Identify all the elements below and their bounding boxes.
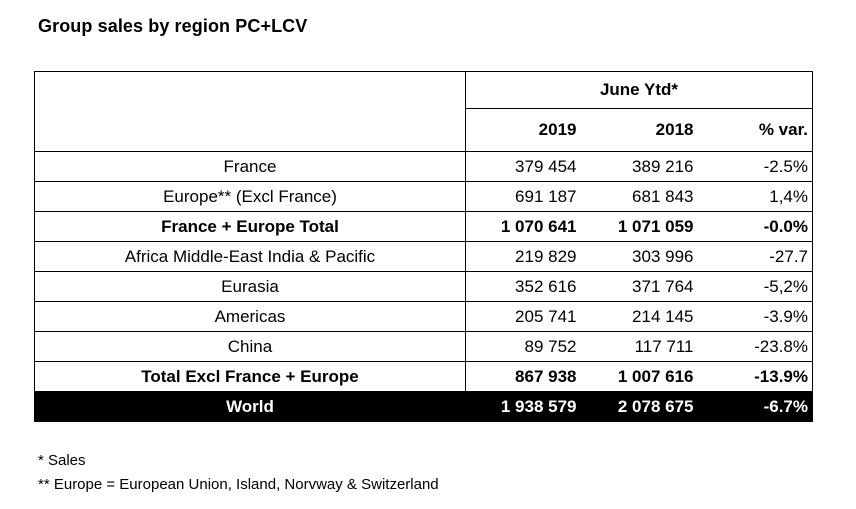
column-header-var: % var.	[698, 109, 813, 152]
table-row-world	[35, 392, 813, 422]
value-2018-cell: 681 843	[581, 182, 698, 212]
region-cell: Europe** (Excl France)	[35, 182, 466, 212]
region-cell: Africa Middle-East India & Pacific	[35, 242, 466, 272]
column-header-2019: 2019	[466, 109, 581, 152]
footnote-sales: * Sales	[38, 452, 86, 469]
value-2018-cell: 117 711	[581, 332, 698, 362]
variance-cell: -0.0%	[698, 212, 813, 242]
header-row-period	[35, 72, 813, 109]
table-row	[35, 362, 813, 392]
table-row	[35, 212, 813, 242]
value-2018-cell: 1 071 059	[581, 212, 698, 242]
value-2019-cell: 219 829	[466, 242, 581, 272]
table-row	[35, 332, 813, 362]
table-row	[35, 302, 813, 332]
footnotes	[38, 449, 439, 497]
value-2019-cell: 205 741	[466, 302, 581, 332]
column-header-2018: 2018	[581, 109, 698, 152]
variance-cell: -3.9%	[698, 302, 813, 332]
value-2018-cell: 214 145	[581, 302, 698, 332]
table-row	[35, 152, 813, 182]
value-2019-cell: 867 938	[466, 362, 581, 392]
region-cell: France	[35, 152, 466, 182]
variance-cell: -13.9%	[698, 362, 813, 392]
table-row	[35, 182, 813, 212]
value-2018-cell: 303 996	[581, 242, 698, 272]
variance-cell: 1,4%	[698, 182, 813, 212]
value-2018-cell: 2 078 675	[581, 392, 698, 422]
value-2018-cell: 1 007 616	[581, 362, 698, 392]
region-cell: Total Excl France + Europe	[35, 362, 466, 392]
value-2019-cell: 691 187	[466, 182, 581, 212]
value-2019-cell: 89 752	[466, 332, 581, 362]
region-cell: France + Europe Total	[35, 212, 466, 242]
value-2018-cell: 389 216	[581, 152, 698, 182]
value-2019-cell: 1 070 641	[466, 212, 581, 242]
value-2019-cell: 1 938 579	[466, 392, 581, 422]
value-2018-cell: 371 764	[581, 272, 698, 302]
variance-cell: -6.7%	[698, 392, 813, 422]
variance-cell: -27.7	[698, 242, 813, 272]
variance-cell: -5,2%	[698, 272, 813, 302]
variance-cell: -2.5%	[698, 152, 813, 182]
header-blank-cell	[35, 72, 466, 152]
footnote-europe: ** Europe = European Union, Island, Norvway & Switzerland	[38, 476, 439, 493]
region-cell: China	[35, 332, 466, 362]
variance-cell: -23.8%	[698, 332, 813, 362]
table-row	[35, 272, 813, 302]
page-title: Group sales by region PC+LCV	[38, 16, 308, 36]
value-2019-cell: 379 454	[466, 152, 581, 182]
value-2019-cell: 352 616	[466, 272, 581, 302]
region-cell: World	[35, 392, 466, 422]
sales-table	[34, 71, 813, 422]
table-row	[35, 242, 813, 272]
region-cell: Americas	[35, 302, 466, 332]
region-cell: Eurasia	[35, 272, 466, 302]
period-header: June Ytd*	[466, 72, 813, 109]
